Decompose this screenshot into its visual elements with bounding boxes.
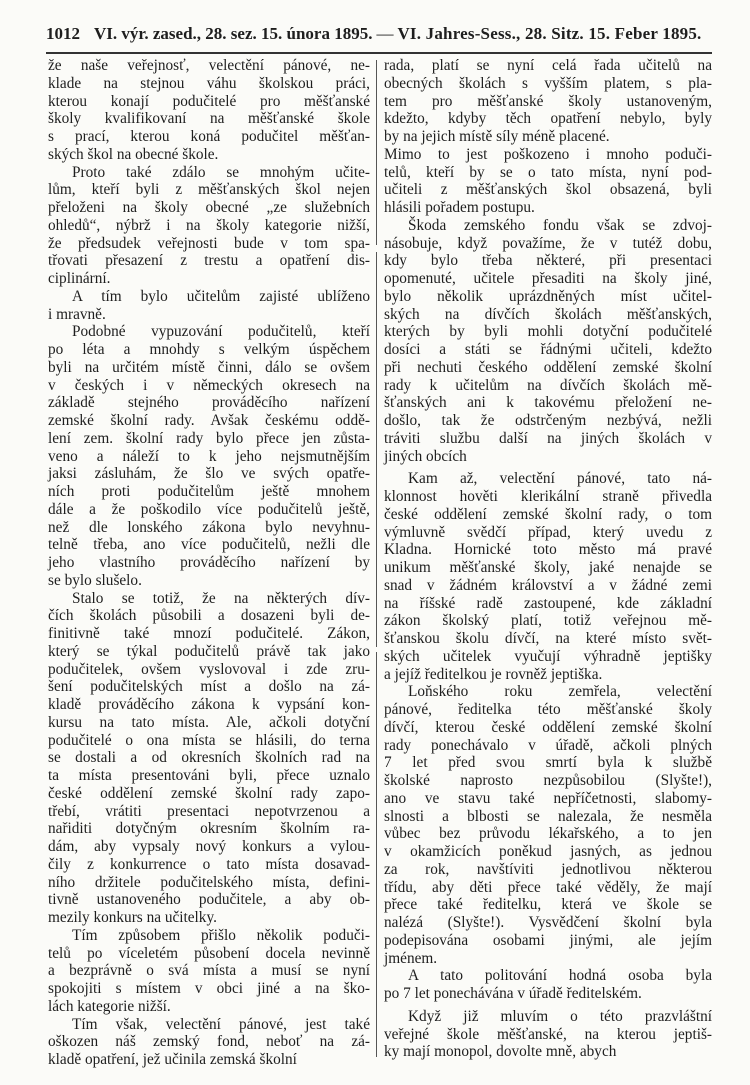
paragraph (48, 590, 370, 927)
text-line: po léta a mnohdy s velkým úspěchem (48, 341, 370, 358)
text-line: vůbec bez průvodu lékařského, a to jen (384, 825, 712, 843)
text-line: Tím však, velectění pánové, jest také (72, 1015, 370, 1033)
text-line: ských učitelek vyučují výhradně jeptišky (384, 647, 712, 665)
text-line: nalézá (Slyšte!). Vysvědčení školní byla (384, 914, 712, 931)
text-line: šení podučitelských míst a došlo na zá- (48, 678, 370, 696)
text-line: pánové, ředitelka této měšťanské školy (384, 701, 712, 718)
text-line: lách kategorie nižší. (48, 997, 171, 1015)
header-separator: — (376, 24, 394, 43)
paragraph (48, 1016, 370, 1069)
text-line: hlásili pořadem postupu. (384, 199, 535, 216)
text-line: ohledů“, nýbrž i na školy kategorie nižší, (48, 216, 370, 234)
text-line: školské naprosto nezpůsobilou (Slyšte!), (384, 772, 712, 789)
text-line: za rok, navštíviti jednotlivou některou (384, 860, 712, 878)
text-line: klonnost hověti klerikální straně přivedla (384, 488, 712, 505)
text-line: ky mají monopol, dovolte mně, abych (384, 1043, 617, 1061)
paragraph (48, 57, 370, 164)
text-line: dám, aby vypsaly nový konkurs a vylou- (48, 838, 370, 855)
paragraph (384, 146, 712, 217)
page-number: 1012 (46, 24, 80, 43)
text-line: ta místa presentováni byli, přece uznalo (48, 767, 370, 784)
text-line: slnosti a blbosti se nalezala, že nesměla (384, 807, 712, 825)
text-line: Škoda zemského fondu však se zdvoj- (408, 216, 712, 234)
text-line: veno a náleží to k jeho nejsmutnějším (48, 447, 370, 465)
text-line: třebí, vrátiti presentaci nepotvrzenou a (48, 802, 370, 820)
text-line: čily z konkurrence o tato místa dosavad- (48, 855, 370, 873)
text-line: výmluvně svědčí případ, který uvedu z (384, 523, 712, 541)
text-line: že předsudek veřejnosti bude v tom spa- (48, 234, 370, 252)
text-line: tivně ustanoveného podučitele, a aby ob- (48, 891, 370, 909)
text-line: opomenuté, učitele přesaditi na školy jiné, (384, 270, 712, 287)
text-line: po 7 let ponechávána v úřadě ředitelském. (384, 985, 642, 1002)
text-line: podučitelé o ona místa se hlásili, do terna (48, 731, 370, 749)
text-line: než dle lonského zákona bylo nevyhnu- (48, 518, 370, 536)
text-line: podučitelek, ovšem vyslovoval i zde zru- (48, 660, 370, 678)
text-line: ních proti podučitelům ještě mnohem (48, 483, 370, 500)
text-line: základě stejného prováděcího nařízení (48, 394, 370, 412)
text-line: a bezprávně o svá místa a musí se nyní (48, 962, 370, 980)
text-line: finitivně také mnozí podučitelé. Zákon, (48, 625, 370, 642)
text-line: třídu, aby děti přece také věděly, že mají (384, 878, 712, 896)
text-line: šťanskou školu dívčí, na které místo svět- (384, 630, 712, 647)
text-line: v okamžicích poněkud jasných, as jednou (384, 843, 712, 860)
text-line: učiteli z měšťanských škol obsazená, byli (384, 181, 712, 199)
text-line: na říšské radě zastoupené, kde základní (384, 594, 712, 612)
text-line: přece také ředitelku, která ve škole se (384, 896, 712, 914)
paragraph (48, 323, 370, 589)
text-line: školy kvalifikovaní na měšťanské škole (48, 110, 370, 128)
text-line: přeloženi na školy obecné „ze služebních (48, 199, 370, 216)
text-line: zákon školský platí, totiž veřejnou mě- (384, 612, 712, 630)
text-line: lení zem. školní rady bylo přece jen zůsta- (48, 429, 370, 447)
text-line: kladě prováděcího zákona k vypsání kon- (48, 696, 370, 713)
text-line: jaksi zásluhám, že šlo ve svých opatře- (48, 465, 370, 483)
running-header (46, 24, 712, 48)
text-line: telů po víceletém působení docela nevinně (48, 944, 370, 962)
text-line: lům, kteří byli z měšťanských škol nejen (48, 181, 370, 199)
text-line: veřejné škole měšťanské, na kterou jeptiš- (384, 1025, 712, 1043)
text-line: A tím bylo učitelům zajisté ublíženo (72, 287, 370, 305)
text-line: Tím způsobem přišlo několik poduči- (72, 926, 370, 944)
text-line: rady k učitelům na dívčích školách mě- (384, 376, 712, 394)
paragraph (384, 217, 712, 466)
text-line: nařiditi dotyčným okresním školním ra- (48, 820, 370, 838)
text-line: mezily konkurs na učitelky. (48, 909, 217, 926)
text-line: tráviti službu další na jiných školách v (384, 429, 712, 447)
text-line: dívčí, kterou české oddělení zemské školní (384, 718, 712, 736)
text-line: ských na dívčích školách měšťanských, (384, 305, 712, 323)
text-line: ských škol na obecné škole. (48, 145, 219, 163)
text-line: dosíci a státi se řádnými učiteli, kdežto (384, 341, 712, 358)
text-line: i mravně. (48, 305, 106, 323)
text-line: české oddělení zemské školní rady, o tom (384, 505, 712, 523)
text-line: zemské školní rady. Avšak českému oddě- (48, 412, 370, 429)
paragraph (48, 164, 370, 288)
text-line: A tato politování hodná osoba byla (408, 967, 712, 985)
text-line: čích školách působili a dosazeni byli de- (48, 607, 370, 625)
text-line: unikum měšťanské školy, jaké nenajde se (384, 559, 712, 576)
paragraph (48, 927, 370, 1016)
text-line: kursu na tato místa. Ale, ačkoli dotyční (48, 713, 370, 731)
text-line: kterou konají podučitelé pro měšťanské (48, 92, 370, 110)
paragraph (384, 1008, 712, 1061)
text-line: Mimo to jest poškozeno i mnoho poduči- (384, 145, 712, 163)
text-line: násobuje, když považíme, že v tutéž dobu, (384, 234, 712, 252)
text-line: jiných obcích (384, 447, 467, 465)
header-czech: VI. výr. zased., 28. sez. 15. února 1895. (94, 24, 373, 43)
text-line: telů, kteří by se o tato místa, nyní pod- (384, 163, 712, 181)
left-column (48, 57, 370, 1069)
text-line: snad v žádném království a v žádné zemi (384, 576, 712, 594)
text-line: třovati přesazení z trestu a opatření dis- (48, 252, 370, 270)
text-line: dále a že poškodilo více podučitelů ještě, (48, 500, 370, 518)
text-line: telně třeba, ano více podučitelů, nežli dle (48, 536, 370, 554)
paragraph (48, 288, 370, 324)
header-german: VI. Jahres-Sess., 28. Sitz. 15. Feber 1895. (397, 24, 702, 43)
text-line: že naše veřejnosť, velectění pánové, ne- (48, 57, 370, 74)
text-line: Loňského roku zemřela, velectění (408, 683, 712, 701)
text-line: v českých i v německých okresech na (48, 376, 370, 394)
text-line: ního držitele podučitelského místa, defini- (48, 873, 370, 891)
text-line: Kladna. Hornické toto město má pravé (384, 541, 712, 559)
text-line: 7 let před svou smrtí byla k službě (384, 754, 712, 772)
column-divider (376, 652, 377, 1057)
text-line: došlo, tak že odstrčeným nezbývá, nežli (384, 412, 712, 429)
column-divider (376, 60, 377, 245)
text-line: který se týkal podučitelů právě tak jako (48, 642, 370, 660)
text-line: jeho vlastního prováděcího nařízení by (48, 554, 370, 571)
text-line: Když již mluvím o této prazvláštní (408, 1007, 712, 1025)
right-column (384, 57, 712, 1061)
text-line: jménem. (384, 949, 438, 967)
text-line: Kam až, velectění pánové, tato ná- (408, 470, 712, 488)
text-line: ciplinární. (48, 270, 111, 287)
text-line: při nechuti českého oddělení zemské školní (384, 358, 712, 376)
paragraph (384, 683, 712, 967)
column-divider (376, 252, 377, 647)
text-line: by na jejich místě síly méně placené. (384, 128, 610, 145)
header-rule (46, 52, 712, 54)
text-line: byli na určitém místě činni, dálo se ovšem (48, 358, 370, 376)
text-line: oškozen náš zemský fond, neboť na zá- (48, 1033, 370, 1051)
text-line: klade na stejnou váhu školskou práci, (48, 74, 370, 92)
paragraph (384, 470, 712, 683)
text-line: kladě opatření, jež učinila zemská školní (48, 1051, 297, 1068)
text-line: šťanských ani k takovému přeložení ne- (384, 394, 712, 412)
text-line: obecných školách s vyšším platem, s pla- (384, 74, 712, 92)
text-line: Stalo se totiž, že na některých dív- (72, 589, 370, 607)
text-line: kdy bylo třeba některé, při presentaci (384, 252, 712, 270)
text-line: se bylo slušelo. (48, 571, 142, 589)
text-line: spokojiti s místem v obci jiné a na ško- (48, 980, 370, 997)
text-line: a jejíž ředitelkou je rovněž jeptiška. (384, 665, 603, 683)
text-line: Podobné vypuzování podučitelů, kteří (72, 323, 370, 341)
text-line: Proto také zdálo se mnohým učite- (72, 163, 370, 181)
paragraph (384, 967, 712, 1003)
paragraph (384, 57, 712, 146)
text-line: tem pro měšťanské školy ustanoveným, (384, 92, 712, 110)
text-line: rady ponechávalo v úřadě, ačkoli plných (384, 736, 712, 754)
text-line: kterých by byli mohli dotyční podučitelé (384, 323, 712, 341)
text-line: se dostali a od okresních školních rad na (48, 749, 370, 767)
text-line: podepisována osobami jinými, ale jejím (384, 931, 712, 949)
text-line: české oddělení zemské školní rady zapo- (48, 784, 370, 802)
text-line: rada, platí se nyní celá řada učitelů na (384, 57, 712, 74)
text-line: ano ve stavu také nepříčetnosti, slabomy- (384, 789, 712, 807)
text-line: kdežto, kdyby těch opatření nebylo, byly (384, 110, 712, 128)
text-line: s prací, kterou koná podučitel měšťan- (48, 128, 370, 145)
text-line: bylo několik uprázdněných míst učitel- (384, 287, 712, 305)
